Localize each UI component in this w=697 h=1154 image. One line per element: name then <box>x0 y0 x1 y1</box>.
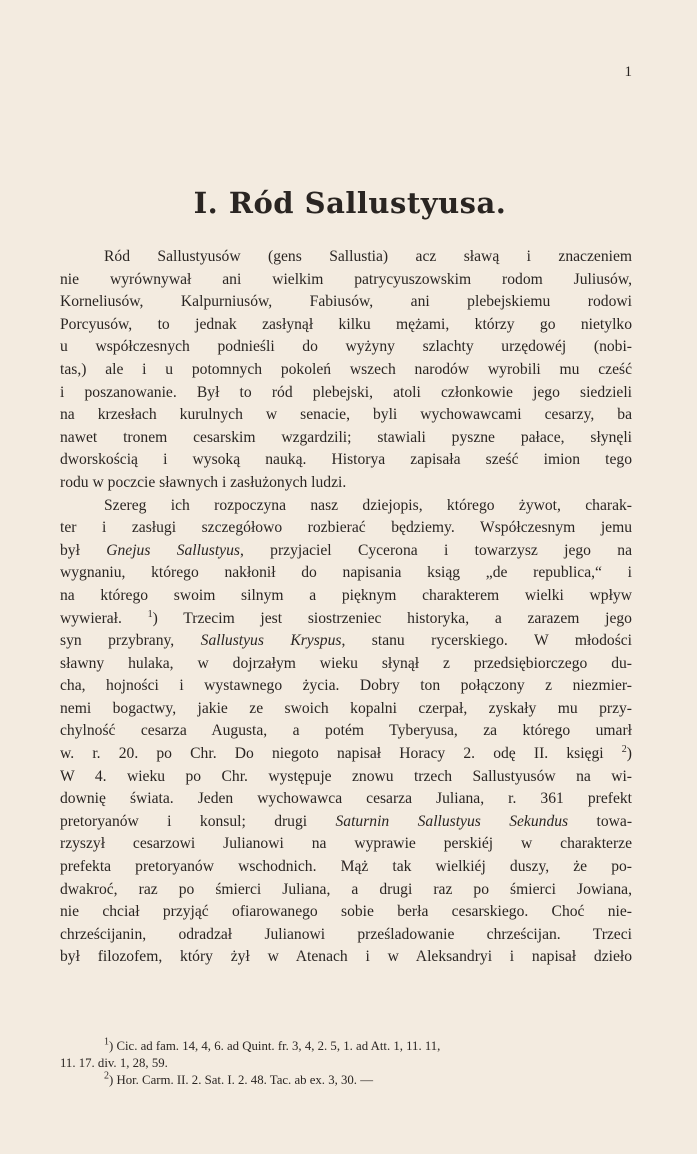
text-line: ter i zasługi szczegółowo rozbierać będziemy. Współczesnym jemu <box>60 519 632 537</box>
text-line: dworskością i wysoką nauką. Historya zapisała sześć imion tego <box>60 451 632 469</box>
text-line: syn przybrany, Sallustyus Kryspus, stanu rycerskiego. W młodości <box>60 632 632 650</box>
body-text <box>60 246 632 969</box>
text-line: chylność cesarza Augusta, a potém Tyberyusa, za którego umarł <box>60 722 632 740</box>
text-line: pretoryanów i konsul; drugi Saturnin Sallustyus Sekundus towa- <box>60 812 632 830</box>
text-line: nawet tronem cesarskim wzgardzili; stawiali pyszne pałace, słynęli <box>60 428 632 446</box>
footnote-ref: 1 <box>147 608 153 620</box>
text-line: rodu w poczcie sławnych i zasłużonych ludzi. <box>60 473 347 491</box>
text-line: na krzesłach kurulnych w senacie, byli wychowawcami cesarzy, ba <box>60 406 632 424</box>
text-line: W 4. wieku po Chr. występuje znowu trzech Sallustyusów na wi- <box>60 767 632 785</box>
footnotes <box>60 1038 632 1089</box>
text-line: był Gnejus Sallustyus, przyjaciel Cycerona i towarzysz jego na <box>60 541 632 559</box>
text-line: Porcyusów, to jednak zasłynął kilku mężami, którzy go nietylko <box>60 315 632 333</box>
text-line: prefekta pretoryanów wschodnich. Mąż tak wielkiéj duszy, że po- <box>60 858 632 876</box>
footnote-2: $^2$) Hor. Carm. II. 2. Sat. I. 2. 48. Tac. ab ex. 3, 30. — <box>104 1070 373 1087</box>
text-line: sławny hulaka, w dojrzałym wieku słynął z przedsiębiorczego du- <box>60 654 632 672</box>
text-line: nie chciał przyjąć ofiarowanego sobie berła cesarskiego. Choć nie- <box>60 903 632 921</box>
chapter-title: I. Ród Sallustyusa. <box>193 186 507 220</box>
footnote-1-continued: 11. 17. div. 1, 28, 59. <box>60 1056 168 1070</box>
footnote-mark: 1 <box>104 1036 109 1048</box>
text-line: Korneliusów, Kalpurniusów, Fabiusów, ani plebejskiemu rodowi <box>60 293 632 311</box>
text-line: Ród Sallustyusów (gens Sallustia) acz sławą i znaczeniem <box>104 248 632 265</box>
text-line: wygnaniu, którego nakłonił do napisania ksiąg „de republica,“ i <box>60 564 632 582</box>
italic-name: Gnejus Sallustyus <box>106 541 240 559</box>
italic-name: Sallustyus Kryspus <box>200 632 342 650</box>
text-line: tas,) ale i u potomnych pokoleń wszech narodów wyrobili mu cześć <box>60 360 632 378</box>
text-line: chrześcijanin, odradzał Julianowi prześladowanie chrześcijan. Trzeci <box>60 925 632 943</box>
text-line: u współczesnych podnieśli do wyżyny szlachty urzędowéj (nobi- <box>60 338 632 356</box>
text-line: nie wyrównywał ani wielkim patrycyuszowskim rodom Juliusów, <box>60 270 632 288</box>
text-line: dwakroć, raz po śmierci Juliana, a drugi raz po śmierci Jowiana, <box>60 880 632 898</box>
text-line: był filozofem, który żył w Atenach i w Aleksandryi i napisał dzieło <box>60 948 632 966</box>
footnote-ref: 2 <box>621 743 627 755</box>
text-line: na którego swoim silnym a pięknym charakterem wielki wpływ <box>60 586 632 604</box>
text-line: cha, hojności i wystawnego życia. Dobry ton połączony z niezmier- <box>60 677 632 695</box>
footnote-mark: 2 <box>104 1070 109 1082</box>
text-line: w. r. 20. po Chr. Do niegoto napisał Horacy 2. odę II. księgi $^2$) <box>60 743 632 763</box>
text-line: nemi bogactwy, jakie ze swoich kopalni czerpał, zyskały mu przy- <box>60 699 632 717</box>
page-number: 1 <box>624 64 632 80</box>
text-line: downię świata. Jeden wychowawca cesarza Juliana, r. 361 prefekt <box>60 790 632 808</box>
text-line: i poszanowanie. Był to ród plebejski, atoli członkowie jego siedzieli <box>60 383 632 401</box>
text-line: Szereg ich rozpoczyna nasz dziejopis, którego żywot, charak- <box>104 496 632 514</box>
text-line: wywierał. $^1$) Trzecim jest siostrzeniec historyka, a zarazem jego <box>60 608 632 627</box>
text-line: rzyszył cesarzowi Julianowi na wyprawie perskiéj w charakterze <box>60 835 632 853</box>
italic-name: Saturnin Sallustyus Sekundus <box>335 812 569 830</box>
footnote-1: $^1$) Cic. ad fam. 14, 4, 6. ad Quint. fr. 3, 4, 2. 5, 1. ad Att. 1, 11. 11, <box>104 1036 441 1053</box>
